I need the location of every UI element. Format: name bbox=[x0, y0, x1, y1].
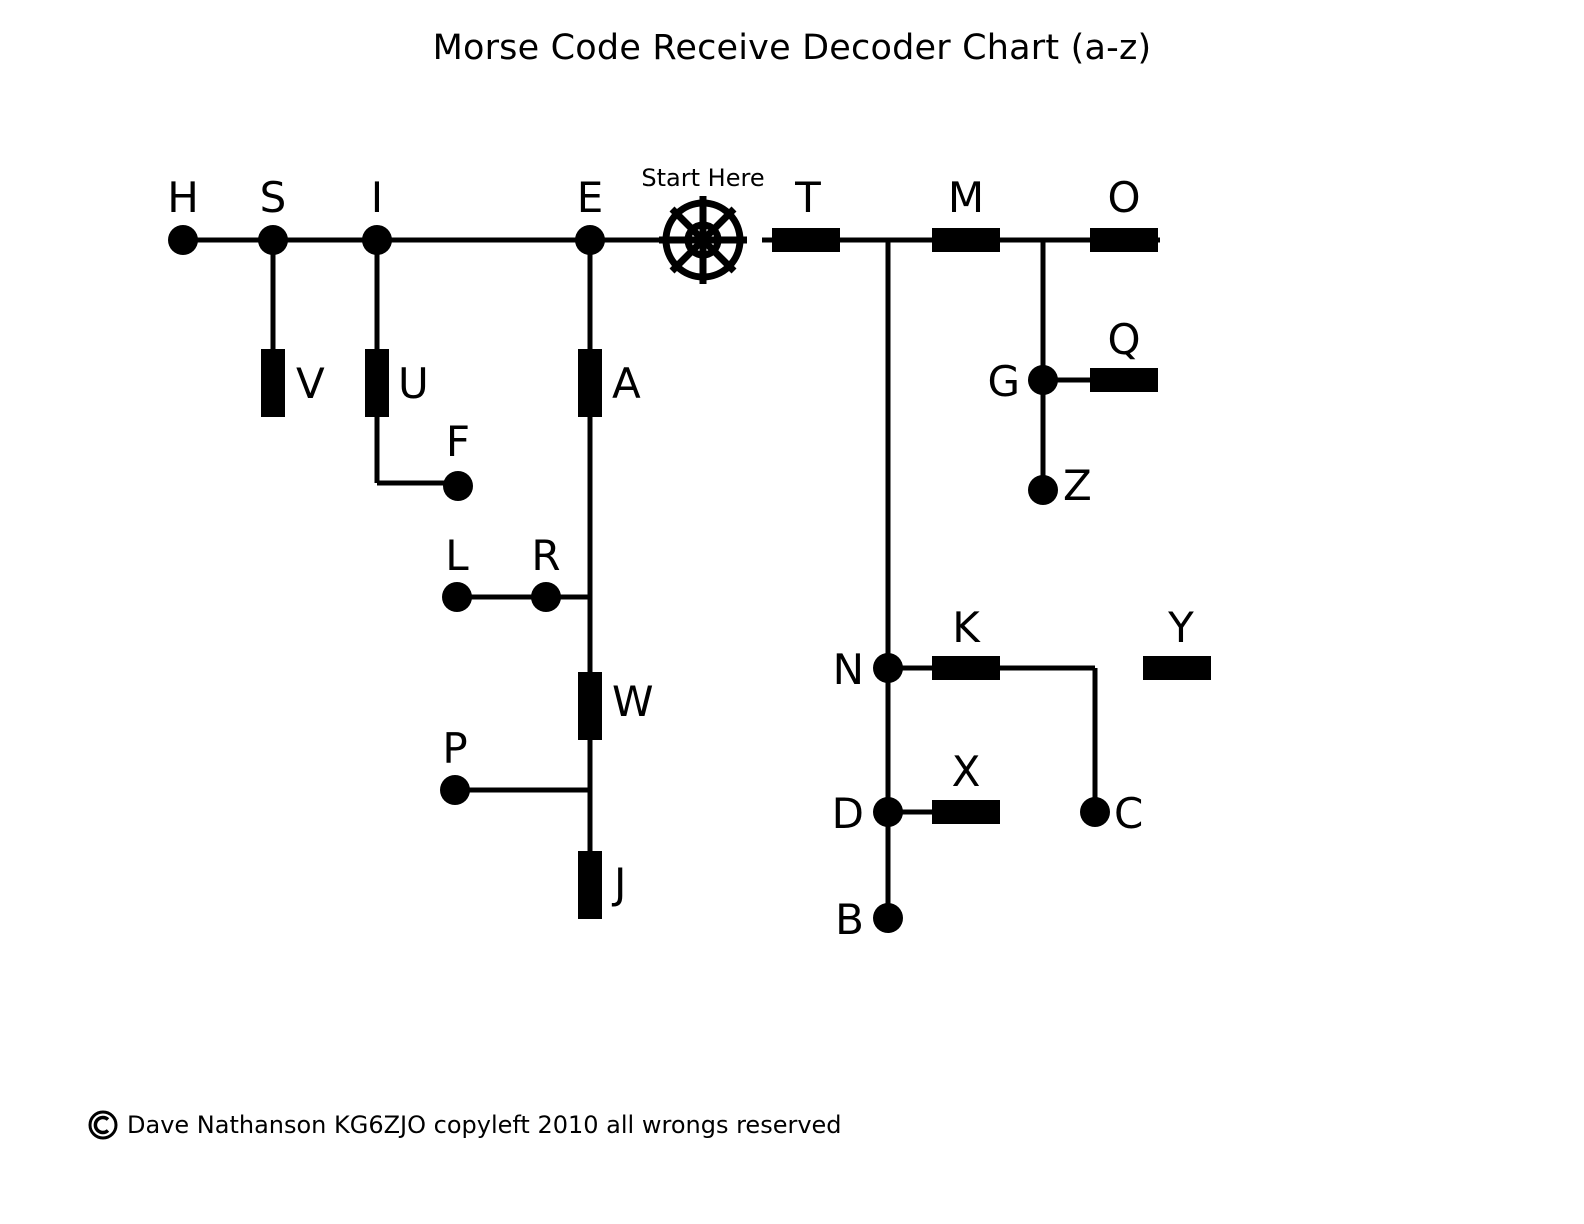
dot-L bbox=[442, 582, 472, 612]
dash-U bbox=[365, 349, 389, 417]
label-Z: Z bbox=[1063, 461, 1092, 510]
dash-Q bbox=[1090, 368, 1158, 392]
dot-terminators bbox=[168, 225, 1110, 933]
dot-R bbox=[531, 582, 561, 612]
dot-Z bbox=[1028, 475, 1058, 505]
label-A: A bbox=[612, 359, 641, 408]
dot-C bbox=[1080, 797, 1110, 827]
page-title: Morse Code Receive Decoder Chart (a-z) bbox=[432, 28, 1152, 68]
label-S: S bbox=[259, 173, 287, 222]
label-I: I bbox=[370, 173, 384, 222]
dash-K bbox=[932, 656, 1000, 680]
label-D: D bbox=[831, 789, 864, 838]
dash-A bbox=[578, 349, 602, 417]
label-M: M bbox=[947, 173, 985, 222]
dash-X bbox=[932, 800, 1000, 824]
start-here-wheel-icon bbox=[659, 196, 747, 284]
node-labels bbox=[167, 164, 1194, 944]
dot-F bbox=[443, 471, 473, 501]
dot-B bbox=[873, 903, 903, 933]
label-G: G bbox=[987, 357, 1020, 406]
footer bbox=[88, 1110, 842, 1140]
dot-D bbox=[873, 797, 903, 827]
copyleft-icon bbox=[88, 1110, 118, 1140]
label-B: B bbox=[835, 895, 864, 944]
dash-W bbox=[578, 672, 602, 740]
dash-M bbox=[932, 228, 1000, 252]
label-Q: Q bbox=[1107, 315, 1141, 364]
dot-S bbox=[258, 225, 288, 255]
label-O: O bbox=[1107, 173, 1141, 222]
label-R: R bbox=[531, 531, 561, 580]
dot-P bbox=[440, 775, 470, 805]
credit-text: Dave Nathanson KG6ZJO copyleft 2010 all wrongs reserved bbox=[127, 1111, 842, 1139]
dash-V bbox=[261, 349, 285, 417]
label-T: T bbox=[795, 173, 821, 222]
label-J: J bbox=[614, 859, 627, 908]
label-P: P bbox=[442, 724, 468, 773]
label-Y: Y bbox=[1168, 603, 1194, 652]
label-H: H bbox=[167, 173, 199, 222]
dash-J bbox=[578, 851, 602, 919]
label-C: C bbox=[1114, 789, 1144, 838]
dot-G bbox=[1028, 365, 1058, 395]
dash-Y bbox=[1143, 656, 1211, 680]
label-L: L bbox=[445, 531, 469, 580]
dot-E bbox=[575, 225, 605, 255]
label-F: F bbox=[445, 417, 471, 466]
dot-N bbox=[873, 653, 903, 683]
label-X: X bbox=[951, 747, 981, 796]
label-E: E bbox=[576, 173, 604, 222]
dot-I bbox=[362, 225, 392, 255]
dash-T bbox=[772, 228, 840, 252]
label-K: K bbox=[952, 603, 980, 652]
connector-lines bbox=[183, 240, 1160, 918]
label-U: U bbox=[398, 359, 429, 408]
dash-O bbox=[1090, 228, 1158, 252]
label-V: V bbox=[296, 359, 325, 408]
label-W: W bbox=[612, 677, 654, 726]
dot-H bbox=[168, 225, 198, 255]
start-here-label: Start Here bbox=[641, 164, 765, 192]
label-N: N bbox=[832, 645, 864, 694]
dash-terminators bbox=[261, 228, 1211, 919]
